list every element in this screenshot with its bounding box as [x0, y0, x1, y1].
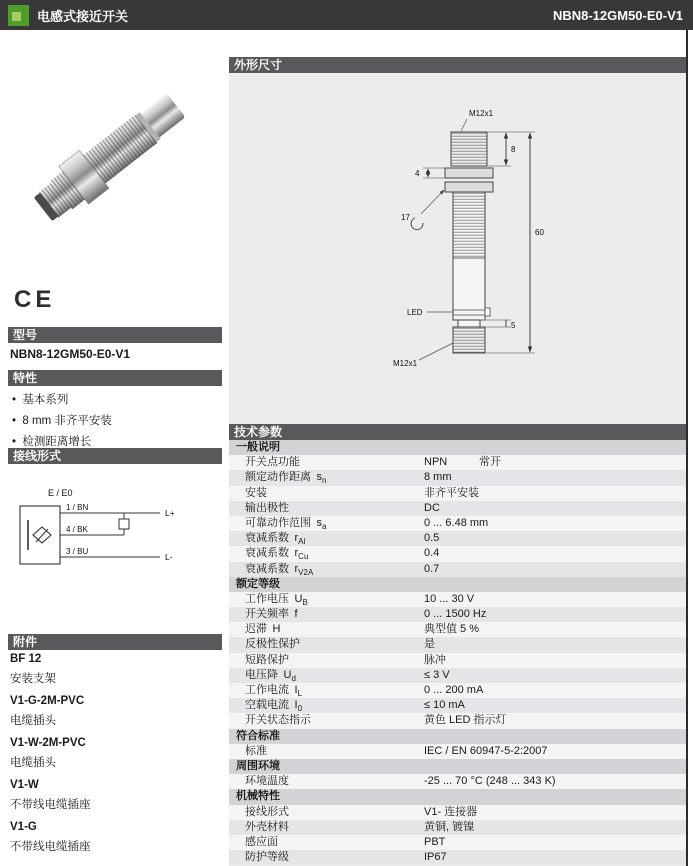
spec-value: 0 ... 200 mA [424, 684, 484, 696]
spec-label: 可靠动作范围 $s_a$ [245, 516, 327, 532]
spec-value: V1- 连接器 [424, 805, 478, 818]
ce-mark: CE [14, 286, 56, 313]
accessory-description: 不带线电缆插座 [10, 841, 91, 853]
spec-group-title: 一般说明 [229, 440, 686, 455]
spec-value: IEC / EN 60947-5-2:2007 [424, 744, 548, 757]
spec-value: NPN [424, 456, 448, 469]
wiring-lplus-label: L+ [165, 508, 175, 518]
wiring-diagram [12, 482, 202, 597]
spec-row [229, 486, 686, 501]
spec-label: 衰减系数 $r_{Cu}$ [245, 547, 309, 562]
spec-label: 短路保护 [245, 653, 289, 666]
spec-value: 非齐平安装 [424, 486, 479, 499]
dimension-drawing-svg [359, 102, 609, 402]
accessory-description: 安装支架 [10, 673, 56, 685]
section-dimensions-title: 外形尺寸 [229, 57, 686, 73]
spec-row [229, 546, 686, 561]
page-title: 电感式接近开关 [37, 8, 129, 24]
accessory-item [10, 736, 220, 770]
spec-row [229, 850, 686, 865]
spec-label-subscript: d [291, 674, 296, 683]
spec-value-secondary: 常开 [479, 456, 501, 469]
wiring-variant-label: E / E0 [48, 488, 73, 498]
spec-label: 衰减系数 $r_{V2A}$ [245, 562, 314, 577]
feature-item: • 检测距离增长 [12, 432, 112, 453]
spec-label: 防护等级 [245, 851, 289, 864]
spec-label-subscript: Al [298, 537, 306, 547]
spec-label-subscript: 0 [297, 704, 303, 714]
spec-row [229, 713, 686, 728]
spec-value: 0 ... 1500 Hz [424, 608, 487, 621]
accessory-item [10, 778, 220, 812]
spec-label: 额定动作距离 $s_n$ [245, 471, 327, 486]
spec-label: 外壳材料 [245, 820, 289, 833]
spec-label: 衰减系数 $r_{Al}$ [245, 532, 306, 547]
spec-group-title: 周围环境 [229, 759, 686, 774]
spec-value: 0.7 [424, 562, 440, 575]
dim-label-17: 17 [401, 213, 410, 222]
spec-value: 脉冲 [424, 653, 446, 666]
spec-label-subscript: a [322, 522, 327, 532]
spec-row [229, 805, 686, 820]
spec-value: DC [424, 501, 440, 514]
product-photo-illustration [8, 48, 213, 266]
spec-value: 典型值 5 % [424, 623, 480, 636]
spec-value: 0.4 [424, 547, 440, 560]
right-panel [229, 57, 686, 866]
spec-label: 安装 [245, 486, 267, 499]
accessory-item [10, 820, 220, 854]
spec-label: 开关状态指示 [245, 714, 311, 727]
spec-value: 8 mm [424, 471, 452, 484]
features-list [12, 390, 112, 453]
spec-row [229, 698, 686, 713]
spec-row [229, 562, 686, 577]
feature-item: • 8 mm 非齐平安装 [12, 411, 112, 432]
spec-label: 开关点功能 [245, 456, 300, 469]
accessory-description: 不带线电缆插座 [10, 799, 91, 811]
spec-group-title: 额定等级 [229, 577, 686, 592]
wiring-pin1-label: 1 / BN [66, 503, 89, 512]
wrench-icon [411, 218, 423, 230]
spec-value: 黄铜, 镀镍 [424, 820, 475, 833]
spec-row [229, 531, 686, 546]
spec-label-subscript: Cu [298, 552, 309, 562]
spec-value: PBT [424, 835, 446, 848]
spec-label: 反极性保护 [245, 638, 300, 651]
dim-label-thread-top: M12x1 [469, 109, 494, 118]
accessory-name: V1-G [10, 821, 37, 833]
spec-value: 0.5 [424, 532, 440, 545]
wiring-pin3-label: 3 / BU [66, 547, 89, 556]
spec-row [229, 607, 686, 622]
spec-row [229, 653, 686, 668]
section-accessories-title: 附件 [8, 634, 222, 650]
accessory-item [10, 652, 220, 686]
spec-value: -25 ... 70 °C (248 ... 343 K) [424, 775, 556, 788]
accessory-name: BF 12 [10, 653, 42, 665]
brand-icon-inner [12, 12, 21, 21]
dim-label-led: LED [407, 308, 423, 317]
spec-group-title: 机械特性 [229, 789, 686, 804]
spec-label: 迟滞 H [245, 623, 281, 636]
spec-row [229, 820, 686, 835]
spec-row [229, 744, 686, 759]
accessory-description: 电缆插头 [10, 757, 56, 769]
spec-label: 空载电流 $I_0$ [245, 699, 303, 714]
spec-row [229, 622, 686, 637]
section-wiring-title: 接线形式 [8, 448, 222, 464]
dim-label-4: 4 [415, 169, 420, 178]
feature-item: • 基本系列 [12, 390, 112, 411]
load-symbol-icon [119, 519, 129, 529]
spec-row [229, 683, 686, 698]
spec-label: 工作电压 $U_B$ [245, 592, 308, 608]
spec-value: IP67 [424, 851, 447, 864]
spec-row [229, 516, 686, 531]
accessories-list [10, 652, 220, 862]
spec-label-subscript: B [302, 598, 308, 608]
spec-label-subscript: L [297, 689, 303, 699]
dim-label-5: 5 [511, 321, 516, 330]
accessory-name: V1-G-2M-PVC [10, 695, 85, 707]
spec-value: 10 ... 30 V [424, 592, 475, 605]
spec-value: ≤ 3 V [424, 668, 450, 681]
spec-label: 电压降 $U_d$ [245, 668, 296, 683]
section-model-title: 型号 [8, 327, 222, 343]
wiring-lminus-label: L- [165, 552, 173, 562]
spec-label: 标准 [245, 744, 267, 757]
spec-row [229, 592, 686, 607]
spec-label: 感应面 [245, 835, 278, 848]
header-bar [0, 0, 693, 30]
brand-icon [8, 5, 29, 26]
accessory-description: 电缆插头 [10, 715, 56, 727]
spec-label-subscript: n [322, 476, 327, 486]
spec-value: ≤ 10 mA [424, 699, 465, 712]
spec-label: 接线形式 [245, 805, 289, 818]
product-photo [8, 48, 213, 266]
model-value: NBN8-12GM50-E0-V1 [10, 347, 131, 361]
section-features-title: 特性 [8, 370, 222, 386]
spec-row [229, 637, 686, 652]
dim-label-60: 60 [535, 228, 544, 237]
spec-row [229, 501, 686, 516]
section-tech-title: 技术参数 [229, 424, 686, 440]
spec-value: 0 ... 6.48 mm [424, 516, 489, 529]
dim-label-thread-bottom: M12x1 [393, 359, 418, 368]
wiring-pin2-label: 4 / BK [66, 525, 88, 534]
spec-value: 是 [424, 638, 435, 651]
accessory-name: V1-W [10, 779, 39, 791]
dim-label-8: 8 [511, 145, 516, 154]
spec-label: 环境温度 [245, 775, 289, 788]
spec-group-title: 符合标准 [229, 729, 686, 744]
page-right-border [686, 30, 688, 866]
spec-table [229, 440, 686, 865]
spec-row [229, 470, 686, 485]
spec-row [229, 455, 686, 470]
spec-label: 输出极性 [245, 501, 289, 514]
accessory-item [10, 694, 220, 728]
spec-row [229, 835, 686, 850]
spec-row [229, 774, 686, 789]
spec-label: 工作电流 $I_L$ [245, 684, 303, 699]
spec-value: 黄色 LED 指示灯 [424, 714, 507, 727]
spec-row [229, 668, 686, 683]
dimension-drawing [359, 102, 609, 402]
spec-label-subscript: V2A [298, 567, 314, 577]
spec-label: 开关频率 f [245, 608, 298, 621]
wiring-diagram-svg [12, 482, 202, 597]
part-number: NBN8-12GM50-E0-V1 [552, 7, 683, 23]
accessory-name: V1-W-2M-PVC [10, 737, 86, 749]
